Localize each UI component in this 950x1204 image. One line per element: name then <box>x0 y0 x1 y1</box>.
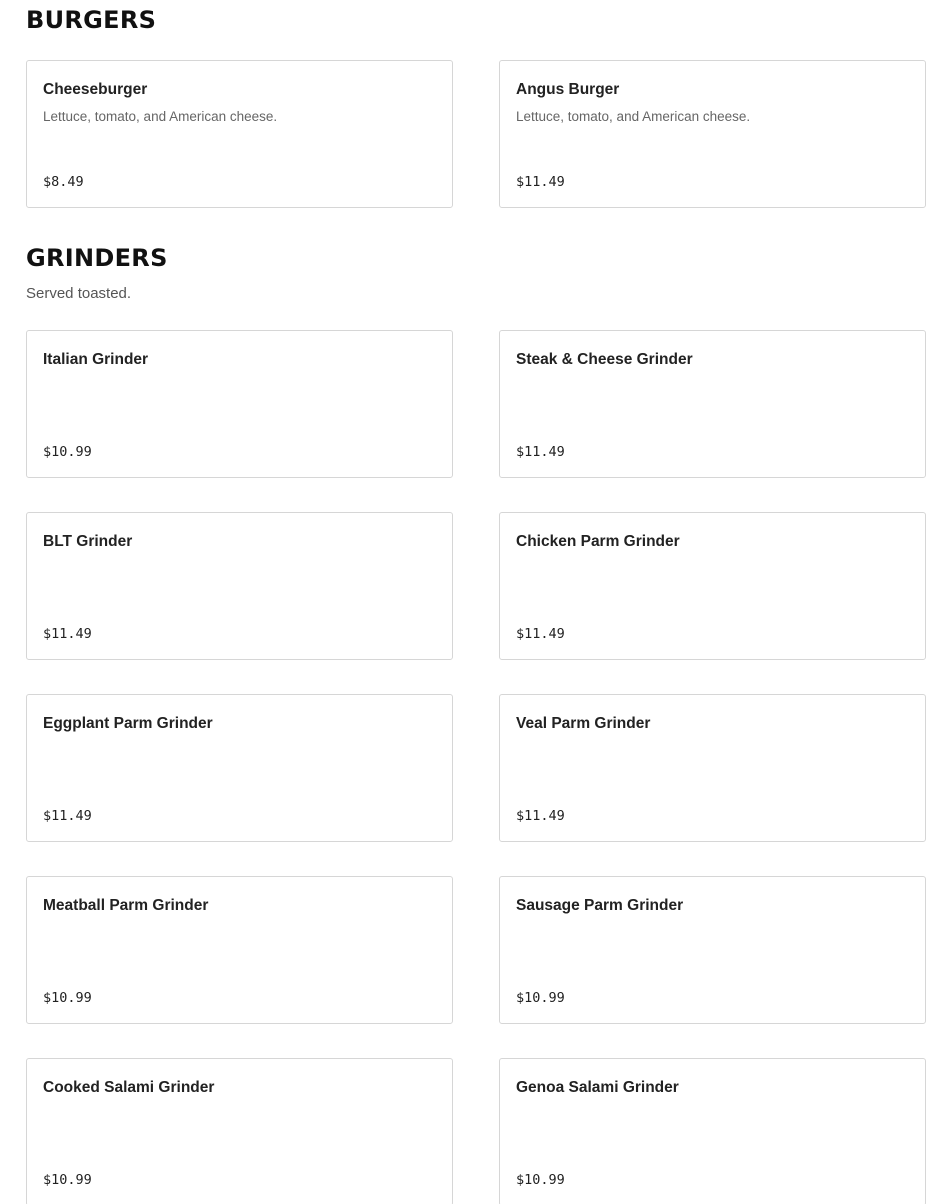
menu-item-name: Angus Burger <box>516 81 620 98</box>
section-description: Served toasted. <box>26 285 132 302</box>
section-title-burgers: BURGERS <box>26 6 157 34</box>
menu-item-card[interactable] <box>26 694 453 842</box>
menu-item-name: Eggplant Parm Grinder <box>43 715 213 732</box>
menu-item-name: Sausage Parm Grinder <box>516 897 684 914</box>
menu-item-card[interactable] <box>26 60 453 208</box>
menu-item-price: $10.99 <box>43 1172 92 1188</box>
menu-item-price: $10.99 <box>43 990 92 1006</box>
menu-item-card[interactable] <box>499 876 926 1024</box>
menu-item-description: Lettuce, tomato, and American cheese. <box>516 109 751 124</box>
menu-item-name: Cooked Salami Grinder <box>43 1079 215 1096</box>
menu-item-price: $10.99 <box>516 1172 565 1188</box>
menu-item-card[interactable] <box>26 876 453 1024</box>
menu-item-description: Lettuce, tomato, and American cheese. <box>43 109 278 124</box>
menu-item-price: $11.49 <box>516 808 565 824</box>
menu-item-price: $11.49 <box>43 626 92 642</box>
menu-item-name: Meatball Parm Grinder <box>43 897 209 914</box>
menu-item-price: $11.49 <box>43 808 92 824</box>
menu-item-card[interactable] <box>26 512 453 660</box>
menu-item-card[interactable] <box>499 330 926 478</box>
menu-item-name: Cheeseburger <box>43 81 148 98</box>
menu-item-card[interactable] <box>26 1058 453 1204</box>
menu-item-name: Italian Grinder <box>43 351 149 368</box>
menu-item-name: Chicken Parm Grinder <box>516 533 680 550</box>
section-title-grinders: GRINDERS <box>26 244 168 272</box>
menu-item-price: $11.49 <box>516 626 565 642</box>
menu-item-price: $11.49 <box>516 444 565 460</box>
menu-item-card[interactable] <box>499 1058 926 1204</box>
menu-item-price: $10.99 <box>43 444 92 460</box>
menu-item-name: BLT Grinder <box>43 533 133 550</box>
menu-item-price: $10.99 <box>516 990 565 1006</box>
menu-item-card[interactable] <box>499 694 926 842</box>
menu-item-name: Steak & Cheese Grinder <box>516 351 693 368</box>
menu-item-card[interactable] <box>499 512 926 660</box>
menu-item-card[interactable] <box>499 60 926 208</box>
menu-item-name: Genoa Salami Grinder <box>516 1079 679 1096</box>
menu-item-card[interactable] <box>26 330 453 478</box>
menu-item-price: $8.49 <box>43 174 84 190</box>
menu-item-price: $11.49 <box>516 174 565 190</box>
menu-item-name: Veal Parm Grinder <box>516 715 651 732</box>
